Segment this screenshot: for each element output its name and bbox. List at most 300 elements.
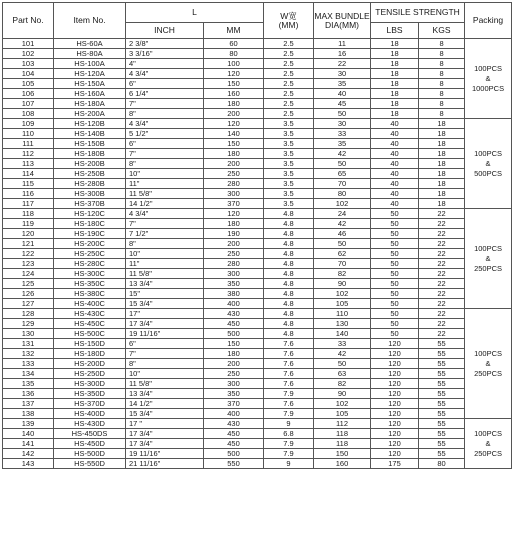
inch-cell: 8" (126, 359, 204, 369)
part-no-cell: 111 (3, 139, 54, 149)
part-no-cell: 118 (3, 209, 54, 219)
item-no-cell: HS-370D (54, 399, 126, 409)
item-no-cell: HS-100A (54, 59, 126, 69)
kgs-cell: 8 (419, 59, 465, 69)
mm-cell: 180 (204, 219, 264, 229)
max-bundle-cell: 45 (314, 99, 371, 109)
kgs-cell: 22 (419, 239, 465, 249)
width-cell: 2.5 (264, 39, 314, 49)
lbs-cell: 120 (371, 359, 419, 369)
part-no-cell: 112 (3, 149, 54, 159)
table-row (3, 259, 512, 269)
lbs-cell: 50 (371, 279, 419, 289)
item-no-cell: HS-300D (54, 379, 126, 389)
item-no-cell: HS-150D (54, 339, 126, 349)
max-bundle-cell: 50 (314, 159, 371, 169)
lbs-cell: 120 (371, 439, 419, 449)
kgs-cell: 18 (419, 159, 465, 169)
width-cell: 4.8 (264, 279, 314, 289)
item-no-cell: HS-500C (54, 329, 126, 339)
lbs-cell: 50 (371, 219, 419, 229)
part-no-cell: 108 (3, 109, 54, 119)
mm-cell: 500 (204, 449, 264, 459)
mm-cell: 550 (204, 459, 264, 469)
width-cell: 7.6 (264, 339, 314, 349)
kgs-cell: 22 (419, 309, 465, 319)
part-no-cell: 119 (3, 219, 54, 229)
inch-cell: 7" (126, 349, 204, 359)
item-no-cell: HS-180D (54, 349, 126, 359)
item-no-cell: HS-400C (54, 299, 126, 309)
inch-cell: 17 3/4" (126, 429, 204, 439)
table-row (3, 69, 512, 79)
max-bundle-cell: 65 (314, 169, 371, 179)
max-bundle-cell: 42 (314, 219, 371, 229)
lbs-cell: 120 (371, 429, 419, 439)
packing-line: 100PCS (474, 243, 502, 253)
width-cell: 2.5 (264, 49, 314, 59)
kgs-cell: 80 (419, 459, 465, 469)
packing-cell (465, 119, 512, 209)
kgs-cell: 22 (419, 319, 465, 329)
lbs-cell: 40 (371, 159, 419, 169)
packing-line: 250PCS (474, 448, 502, 458)
inch-cell: 21 11/16" (126, 459, 204, 469)
table-row (3, 209, 512, 219)
mm-cell: 280 (204, 259, 264, 269)
inch-cell: 4 3/4" (126, 69, 204, 79)
inch-cell: 7 1/2" (126, 229, 204, 239)
width-cell: 3.5 (264, 199, 314, 209)
part-no-cell: 138 (3, 409, 54, 419)
kgs-cell: 22 (419, 289, 465, 299)
item-no-cell: HS-200D (54, 359, 126, 369)
part-no-cell: 124 (3, 269, 54, 279)
width-cell: 4.8 (264, 289, 314, 299)
part-no-cell: 115 (3, 179, 54, 189)
kgs-cell: 55 (419, 339, 465, 349)
packing-line: 500PCS (474, 168, 502, 178)
header-mm: MM (204, 23, 264, 39)
part-no-cell: 122 (3, 249, 54, 259)
part-no-cell: 127 (3, 299, 54, 309)
item-no-cell: HS-450D (54, 439, 126, 449)
kgs-cell: 18 (419, 149, 465, 159)
max-bundle-cell: 62 (314, 249, 371, 259)
inch-cell: 11 5/8" (126, 189, 204, 199)
inch-cell: 11 5/8" (126, 379, 204, 389)
table-row (3, 409, 512, 419)
max-bundle-cell: 30 (314, 119, 371, 129)
mm-cell: 120 (204, 119, 264, 129)
inch-cell: 5 1/2" (126, 129, 204, 139)
inch-cell: 6" (126, 339, 204, 349)
inch-cell: 15" (126, 289, 204, 299)
lbs-cell: 50 (371, 259, 419, 269)
max-bundle-cell: 22 (314, 59, 371, 69)
mm-cell: 250 (204, 369, 264, 379)
width-cell: 9 (264, 419, 314, 429)
width-cell: 3.5 (264, 179, 314, 189)
table-row (3, 189, 512, 199)
part-no-cell: 141 (3, 439, 54, 449)
kgs-cell: 55 (419, 369, 465, 379)
lbs-cell: 40 (371, 199, 419, 209)
kgs-cell: 18 (419, 129, 465, 139)
kgs-cell: 18 (419, 189, 465, 199)
kgs-cell: 55 (419, 429, 465, 439)
inch-cell: 13 3/4" (126, 279, 204, 289)
table-row (3, 129, 512, 139)
item-no-cell: HS-550D (54, 459, 126, 469)
max-bundle-cell: 118 (314, 429, 371, 439)
part-no-cell: 116 (3, 189, 54, 199)
lbs-cell: 50 (371, 229, 419, 239)
lbs-cell: 40 (371, 129, 419, 139)
header-item-no: Item No. (54, 3, 126, 39)
header-inch: INCH (126, 23, 204, 39)
item-no-cell: HS-60A (54, 39, 126, 49)
inch-cell: 7" (126, 219, 204, 229)
part-no-cell: 133 (3, 359, 54, 369)
width-cell: 4.8 (264, 329, 314, 339)
mm-cell: 180 (204, 149, 264, 159)
header-max-bundle-unit: DIA(MM) (325, 19, 360, 30)
max-bundle-cell: 82 (314, 269, 371, 279)
table-row (3, 349, 512, 359)
mm-cell: 150 (204, 139, 264, 149)
table-row (3, 379, 512, 389)
width-cell: 4.8 (264, 229, 314, 239)
part-no-cell: 120 (3, 229, 54, 239)
item-no-cell: HS-280B (54, 179, 126, 189)
header-kgs: KGS (419, 23, 465, 39)
inch-cell: 10" (126, 369, 204, 379)
packing-line: & (485, 358, 491, 368)
spec-table-container (2, 2, 511, 469)
part-no-cell: 114 (3, 169, 54, 179)
lbs-cell: 18 (371, 39, 419, 49)
part-no-cell: 140 (3, 429, 54, 439)
inch-cell: 13 3/4" (126, 389, 204, 399)
mm-cell: 430 (204, 309, 264, 319)
kgs-cell: 22 (419, 269, 465, 279)
max-bundle-cell: 82 (314, 379, 371, 389)
width-cell: 3.5 (264, 149, 314, 159)
item-no-cell: HS-250B (54, 169, 126, 179)
header-max-bundle-label: MAX BUNDLE (314, 10, 370, 21)
table-row (3, 99, 512, 109)
mm-cell: 200 (204, 359, 264, 369)
width-cell: 7.6 (264, 369, 314, 379)
width-cell: 7.9 (264, 389, 314, 399)
mm-cell: 80 (204, 49, 264, 59)
inch-cell: 8" (126, 239, 204, 249)
max-bundle-cell: 30 (314, 69, 371, 79)
item-no-cell: HS-190C (54, 229, 126, 239)
lbs-cell: 120 (371, 449, 419, 459)
mm-cell: 150 (204, 339, 264, 349)
packing-line: 100PCS (474, 348, 502, 358)
table-row (3, 429, 512, 439)
width-cell: 2.5 (264, 89, 314, 99)
part-no-cell: 102 (3, 49, 54, 59)
part-no-cell: 117 (3, 199, 54, 209)
mm-cell: 200 (204, 239, 264, 249)
max-bundle-cell: 102 (314, 289, 371, 299)
inch-cell: 15 3/4" (126, 299, 204, 309)
lbs-cell: 40 (371, 179, 419, 189)
table-row (3, 149, 512, 159)
table-row (3, 199, 512, 209)
item-no-cell: HS-350D (54, 389, 126, 399)
kgs-cell: 55 (419, 399, 465, 409)
max-bundle-cell: 33 (314, 339, 371, 349)
max-bundle-cell: 63 (314, 369, 371, 379)
kgs-cell: 22 (419, 209, 465, 219)
mm-cell: 140 (204, 129, 264, 139)
part-no-cell: 109 (3, 119, 54, 129)
part-no-cell: 137 (3, 399, 54, 409)
max-bundle-cell: 42 (314, 149, 371, 159)
mm-cell: 400 (204, 409, 264, 419)
item-no-cell: HS-400D (54, 409, 126, 419)
lbs-cell: 40 (371, 149, 419, 159)
item-no-cell: HS-250C (54, 249, 126, 259)
mm-cell: 350 (204, 389, 264, 399)
inch-cell: 4 3/4" (126, 119, 204, 129)
max-bundle-cell: 102 (314, 399, 371, 409)
lbs-cell: 50 (371, 309, 419, 319)
item-no-cell: HS-150A (54, 79, 126, 89)
mm-cell: 180 (204, 349, 264, 359)
item-no-cell: HS-250D (54, 369, 126, 379)
width-cell: 4.8 (264, 259, 314, 269)
item-no-cell: HS-200C (54, 239, 126, 249)
header-max-bundle (314, 3, 371, 39)
header-part-no: Part No. (3, 3, 54, 39)
mm-cell: 400 (204, 299, 264, 309)
max-bundle-cell: 42 (314, 349, 371, 359)
inch-cell: 11" (126, 179, 204, 189)
item-no-cell: HS-280C (54, 259, 126, 269)
mm-cell: 60 (204, 39, 264, 49)
part-no-cell: 131 (3, 339, 54, 349)
lbs-cell: 18 (371, 99, 419, 109)
mm-cell: 180 (204, 99, 264, 109)
max-bundle-cell: 80 (314, 189, 371, 199)
packing-cell (465, 419, 512, 469)
lbs-cell: 50 (371, 299, 419, 309)
mm-cell: 190 (204, 229, 264, 239)
width-cell: 7.6 (264, 359, 314, 369)
kgs-cell: 55 (419, 389, 465, 399)
kgs-cell: 8 (419, 39, 465, 49)
width-cell: 4.8 (264, 309, 314, 319)
kgs-cell: 18 (419, 179, 465, 189)
max-bundle-cell: 33 (314, 129, 371, 139)
item-no-cell: HS-180C (54, 219, 126, 229)
part-no-cell: 123 (3, 259, 54, 269)
max-bundle-cell: 46 (314, 229, 371, 239)
header-width-label: W宽 (280, 10, 297, 21)
width-cell: 7.9 (264, 409, 314, 419)
table-row (3, 219, 512, 229)
item-no-cell: HS-180B (54, 149, 126, 159)
item-no-cell: HS-160A (54, 89, 126, 99)
mm-cell: 120 (204, 209, 264, 219)
table-row (3, 59, 512, 69)
table-row (3, 39, 512, 49)
width-cell: 6.8 (264, 429, 314, 439)
kgs-cell: 22 (419, 229, 465, 239)
part-no-cell: 143 (3, 459, 54, 469)
inch-cell: 7" (126, 99, 204, 109)
part-no-cell: 128 (3, 309, 54, 319)
inch-cell: 15 3/4" (126, 409, 204, 419)
table-row (3, 109, 512, 119)
kgs-cell: 8 (419, 79, 465, 89)
item-no-cell: HS-430D (54, 419, 126, 429)
packing-cell (465, 39, 512, 119)
item-no-cell: HS-140B (54, 129, 126, 139)
inch-cell: 10" (126, 249, 204, 259)
item-no-cell: HS-430C (54, 309, 126, 319)
mm-cell: 370 (204, 399, 264, 409)
inch-cell: 17 " (126, 419, 204, 429)
kgs-cell: 22 (419, 219, 465, 229)
max-bundle-cell: 118 (314, 439, 371, 449)
item-no-cell: HS-300C (54, 269, 126, 279)
item-no-cell: HS-200A (54, 109, 126, 119)
kgs-cell: 8 (419, 89, 465, 99)
lbs-cell: 120 (371, 369, 419, 379)
table-row (3, 359, 512, 369)
part-no-cell: 130 (3, 329, 54, 339)
kgs-cell: 55 (419, 439, 465, 449)
width-cell: 3.5 (264, 169, 314, 179)
header-width-unit: (MM) (278, 19, 299, 30)
table-row (3, 449, 512, 459)
max-bundle-cell: 102 (314, 199, 371, 209)
max-bundle-cell: 35 (314, 79, 371, 89)
inch-cell: 4" (126, 59, 204, 69)
table-row (3, 279, 512, 289)
part-no-cell: 135 (3, 379, 54, 389)
part-no-cell: 132 (3, 349, 54, 359)
lbs-cell: 50 (371, 239, 419, 249)
item-no-cell: HS-500D (54, 449, 126, 459)
kgs-cell: 8 (419, 109, 465, 119)
width-cell: 4.8 (264, 209, 314, 219)
lbs-cell: 50 (371, 289, 419, 299)
table-row (3, 89, 512, 99)
lbs-cell: 175 (371, 459, 419, 469)
table-row (3, 309, 512, 319)
lbs-cell: 18 (371, 89, 419, 99)
header-packing: Packing (465, 3, 512, 39)
table-row (3, 369, 512, 379)
mm-cell: 100 (204, 59, 264, 69)
mm-cell: 450 (204, 429, 264, 439)
inch-cell: 19 11/16" (126, 329, 204, 339)
header-length: L (126, 3, 264, 23)
packing-line: 250PCS (474, 368, 502, 378)
lbs-cell: 120 (371, 349, 419, 359)
table-row (3, 239, 512, 249)
width-cell: 7.6 (264, 379, 314, 389)
mm-cell: 430 (204, 419, 264, 429)
mm-cell: 500 (204, 329, 264, 339)
lbs-cell: 50 (371, 249, 419, 259)
item-no-cell: HS-350C (54, 279, 126, 289)
item-no-cell: HS-380C (54, 289, 126, 299)
mm-cell: 280 (204, 179, 264, 189)
inch-cell: 2 3/8" (126, 39, 204, 49)
inch-cell: 17 3/4" (126, 439, 204, 449)
mm-cell: 150 (204, 79, 264, 89)
width-cell: 2.5 (264, 59, 314, 69)
packing-cell (465, 309, 512, 419)
packing-line: & (485, 158, 491, 168)
part-no-cell: 107 (3, 99, 54, 109)
max-bundle-cell: 16 (314, 49, 371, 59)
width-cell: 7.6 (264, 399, 314, 409)
packing-line: 250PCS (474, 263, 502, 273)
part-no-cell: 113 (3, 159, 54, 169)
kgs-cell: 22 (419, 299, 465, 309)
table-row (3, 119, 512, 129)
inch-cell: 11" (126, 259, 204, 269)
cable-tie-spec-table (2, 2, 512, 469)
inch-cell: 6" (126, 139, 204, 149)
kgs-cell: 55 (419, 409, 465, 419)
item-no-cell: HS-370B (54, 199, 126, 209)
lbs-cell: 50 (371, 269, 419, 279)
kgs-cell: 22 (419, 249, 465, 259)
packing-line: 100PCS (474, 428, 502, 438)
kgs-cell: 55 (419, 359, 465, 369)
packing-line: & (485, 73, 491, 83)
width-cell: 4.8 (264, 319, 314, 329)
kgs-cell: 22 (419, 259, 465, 269)
kgs-cell: 18 (419, 169, 465, 179)
max-bundle-cell: 70 (314, 259, 371, 269)
max-bundle-cell: 130 (314, 319, 371, 329)
table-row (3, 459, 512, 469)
header-width (264, 3, 314, 39)
inch-cell: 6 1/4" (126, 89, 204, 99)
item-no-cell: HS-450C (54, 319, 126, 329)
part-no-cell: 110 (3, 129, 54, 139)
max-bundle-cell: 40 (314, 89, 371, 99)
kgs-cell: 22 (419, 279, 465, 289)
width-cell: 4.8 (264, 299, 314, 309)
inch-cell: 17 3/4" (126, 319, 204, 329)
width-cell: 3.5 (264, 189, 314, 199)
part-no-cell: 121 (3, 239, 54, 249)
table-row (3, 289, 512, 299)
mm-cell: 350 (204, 279, 264, 289)
table-row (3, 169, 512, 179)
lbs-cell: 120 (371, 419, 419, 429)
part-no-cell: 142 (3, 449, 54, 459)
inch-cell: 4 3/4" (126, 209, 204, 219)
lbs-cell: 40 (371, 139, 419, 149)
lbs-cell: 18 (371, 49, 419, 59)
inch-cell: 8" (126, 109, 204, 119)
item-no-cell: HS-120B (54, 119, 126, 129)
